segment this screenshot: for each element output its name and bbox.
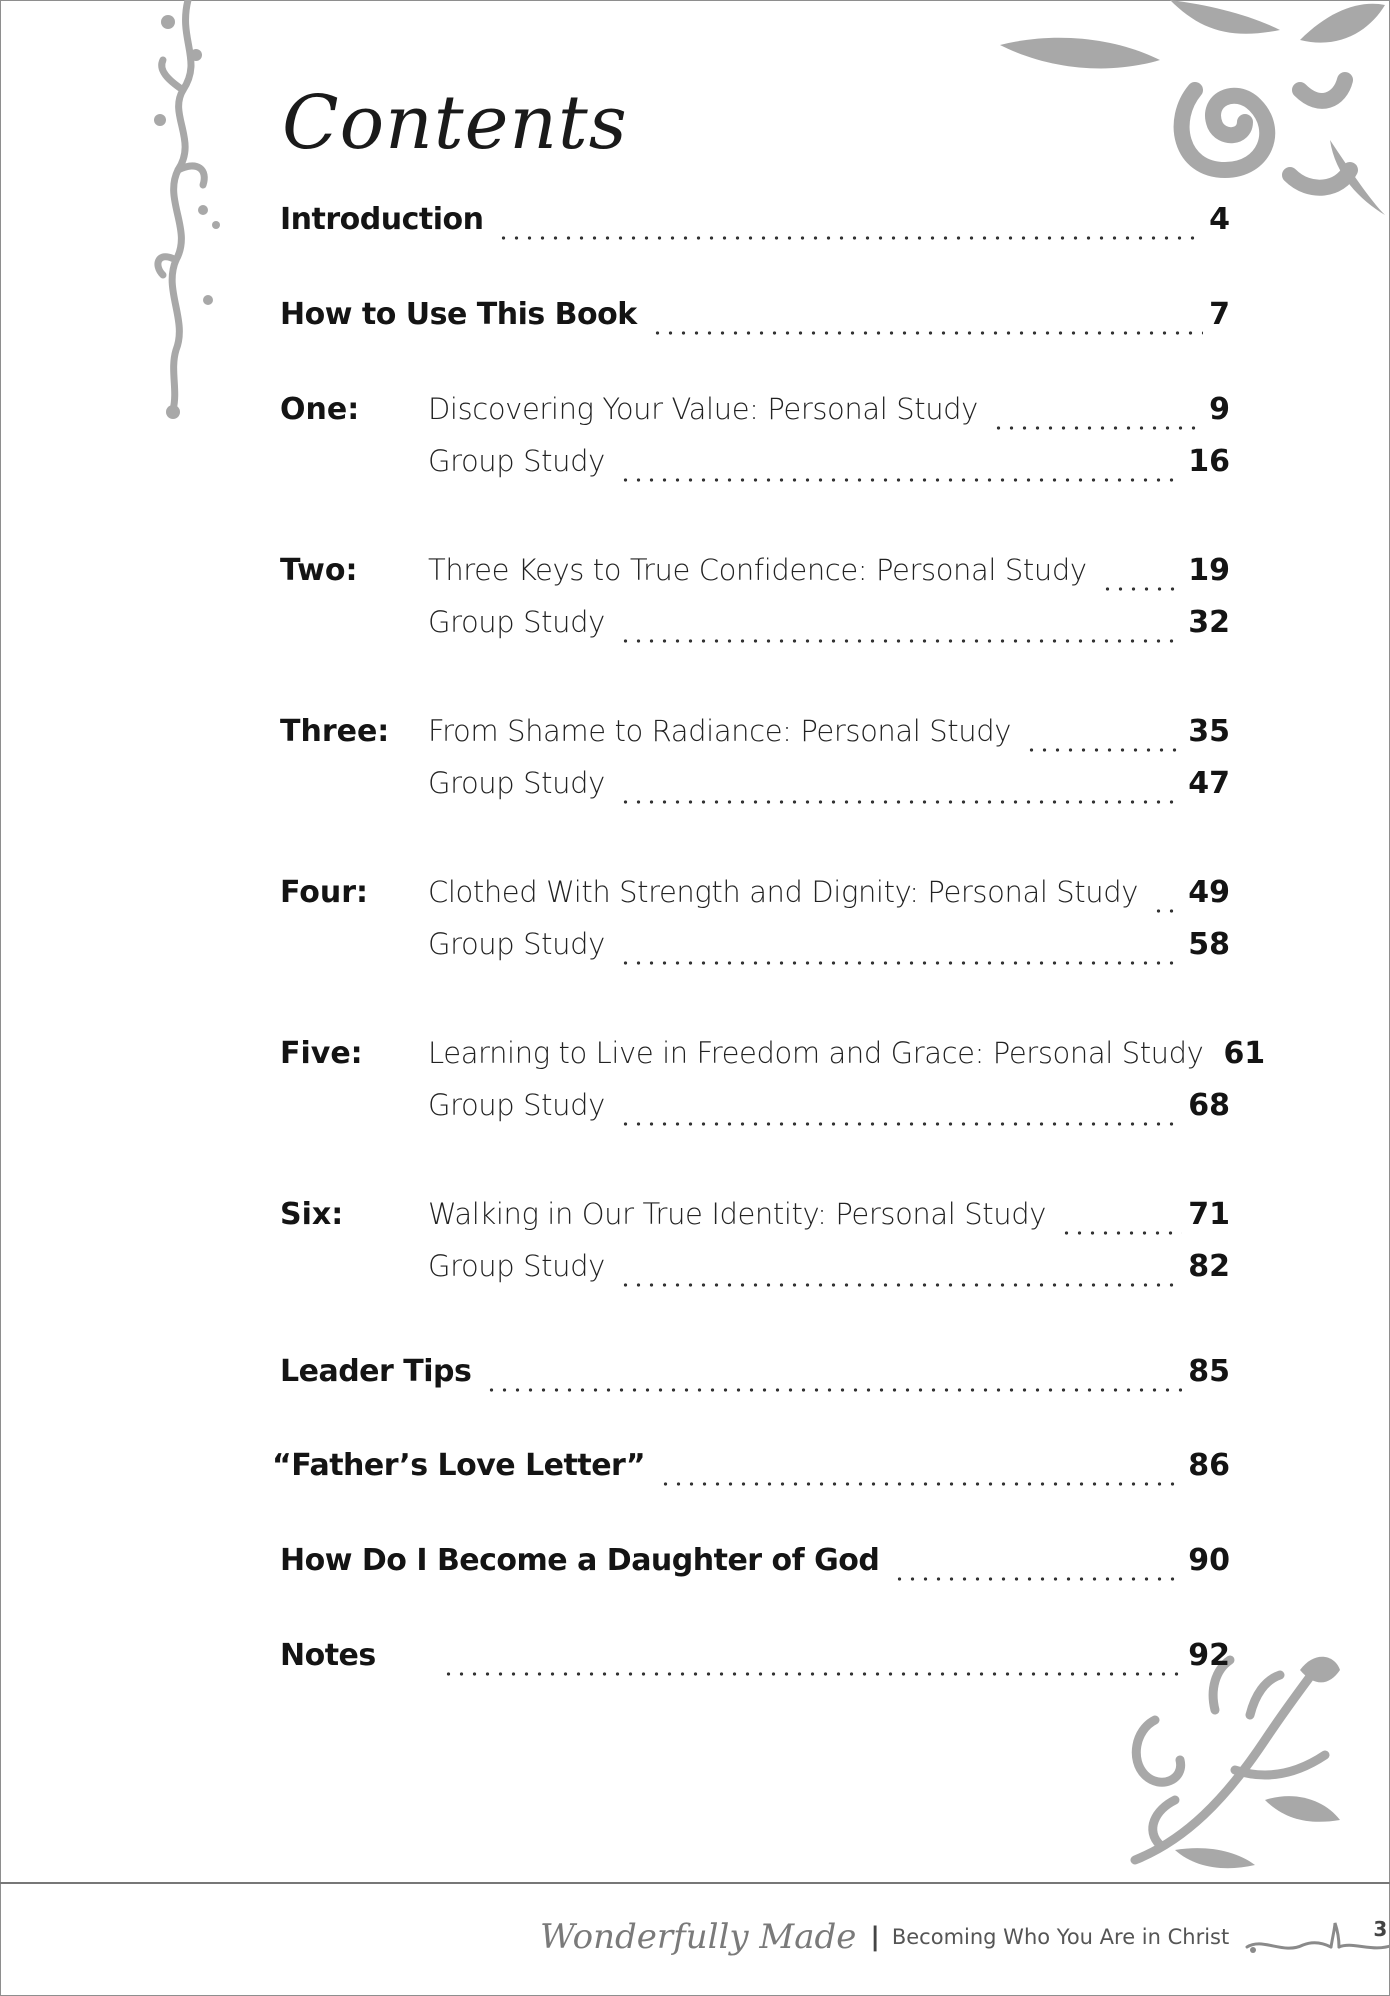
dot-leader [1152, 909, 1182, 913]
chapter-title: Discovering Your Value: Personal Study [428, 392, 978, 426]
toc-entry-how-to-use[interactable] [280, 297, 1230, 349]
chapter-number: Six: [280, 1197, 344, 1232]
chapter-title: Group Study [428, 1249, 605, 1283]
chapter-title: Group Study [428, 605, 605, 639]
chapter-title: From Shame to Radiance: Personal Study [428, 714, 1011, 748]
toc-entry-chapter-two-personal[interactable] [280, 553, 1230, 605]
toc-page-number: 68 [1188, 1088, 1230, 1123]
toc-entry-daughter-of-god[interactable] [280, 1543, 1230, 1595]
page-number: 3 [1373, 1917, 1388, 1941]
chapter-title: Three Keys to True Confidence: Personal Study [428, 553, 1087, 587]
chapter-title: Group Study [428, 927, 605, 961]
dot-leader [619, 639, 1182, 643]
flourish-icon [1243, 1917, 1390, 1957]
toc-page-number: 32 [1188, 605, 1230, 640]
dot-leader [1025, 748, 1182, 752]
toc-page-number: 85 [1188, 1354, 1230, 1389]
dot-leader [619, 961, 1182, 965]
toc-entry-fathers-love-letter[interactable] [272, 1448, 1230, 1500]
vine-ornament-left [148, 0, 238, 430]
chapter-title: Group Study [428, 444, 605, 478]
page-title: Contents [282, 80, 628, 166]
toc-entry-chapter-five-group[interactable] [280, 1088, 1230, 1140]
toc-entry-chapter-two-group[interactable] [280, 605, 1230, 657]
toc-entry-chapter-five-personal[interactable] [280, 1036, 1266, 1088]
toc-label: How to Use This Book [280, 297, 637, 332]
chapter-number: Five: [280, 1036, 363, 1071]
toc-page-number: 58 [1188, 927, 1230, 962]
toc-page-number: 90 [1188, 1543, 1230, 1578]
toc-entry-chapter-four-group[interactable] [280, 927, 1230, 979]
chapter-number: One: [280, 392, 360, 427]
dot-leader [619, 800, 1182, 804]
corner-ornament-top-right [1000, 0, 1390, 225]
toc-page-number: 7 [1209, 297, 1230, 332]
footer-rule [0, 1882, 1390, 1884]
dot-leader [651, 331, 1203, 335]
dot-leader [893, 1577, 1182, 1581]
toc-entry-chapter-three-group[interactable] [280, 766, 1230, 818]
toc-entry-chapter-three-personal[interactable] [280, 714, 1230, 766]
footer-subtitle: Becoming Who You Are in Christ [891, 1925, 1230, 1949]
dot-leader [619, 1122, 1182, 1126]
dot-leader [1060, 1231, 1182, 1235]
toc-page-number: 92 [1188, 1638, 1230, 1673]
chapter-title: Clothed With Strength and Dignity: Personal Study [428, 875, 1139, 909]
page-footer [540, 1912, 1388, 1962]
toc-page-number: 9 [1209, 392, 1230, 427]
toc-label: “Father’s Love Letter” [272, 1448, 646, 1483]
chapter-title: Walking in Our True Identity: Personal Study [428, 1197, 1046, 1231]
toc-label: Introduction [280, 202, 484, 237]
toc-entry-chapter-one-personal[interactable] [280, 392, 1230, 444]
dot-leader [442, 1672, 1182, 1676]
toc-page-number: 49 [1188, 875, 1230, 910]
footer-brand: Wonderfully Made [540, 1917, 857, 1957]
chapter-title: Learning to Live in Freedom and Grace: Personal Study [428, 1036, 1204, 1070]
toc-entry-chapter-six-personal[interactable] [280, 1197, 1230, 1249]
toc-page-number: 61 [1223, 1036, 1266, 1071]
toc-page-number: 47 [1188, 766, 1230, 801]
dot-leader [659, 1482, 1182, 1486]
toc-label: Notes [280, 1638, 376, 1673]
toc-page-number: 4 [1209, 202, 1230, 237]
toc-label: How Do I Become a Daughter of God [280, 1543, 880, 1578]
chapter-title: Group Study [428, 766, 605, 800]
toc-entry-chapter-four-personal[interactable] [280, 875, 1230, 927]
toc-label: Leader Tips [280, 1354, 472, 1389]
chapter-number: Three: [280, 714, 390, 749]
dot-leader [1101, 587, 1183, 591]
chapter-number: Four: [280, 875, 369, 910]
dot-leader [619, 478, 1182, 482]
toc-entry-notes[interactable] [280, 1638, 1230, 1690]
toc-entry-chapter-six-group[interactable] [280, 1249, 1230, 1301]
chapter-number: Two: [280, 553, 358, 588]
dot-leader [619, 1283, 1182, 1287]
toc-entry-introduction[interactable] [280, 202, 1230, 254]
chapter-title: Group Study [428, 1088, 605, 1122]
dot-leader [992, 426, 1203, 430]
toc-page-number: 71 [1188, 1197, 1230, 1232]
dot-leader [485, 1388, 1182, 1392]
toc-entry-leader-tips[interactable] [280, 1354, 1230, 1406]
toc-page-number: 19 [1188, 553, 1230, 588]
toc-page-number: 82 [1188, 1249, 1230, 1284]
footer-flourish [1243, 1917, 1390, 1957]
dot-leader [497, 236, 1203, 240]
toc-page-number: 16 [1188, 444, 1230, 479]
toc-entry-chapter-one-group[interactable] [280, 444, 1230, 496]
footer-separator: | [870, 1922, 880, 1952]
toc-page-number: 35 [1188, 714, 1230, 749]
toc-page-number: 86 [1188, 1448, 1230, 1483]
